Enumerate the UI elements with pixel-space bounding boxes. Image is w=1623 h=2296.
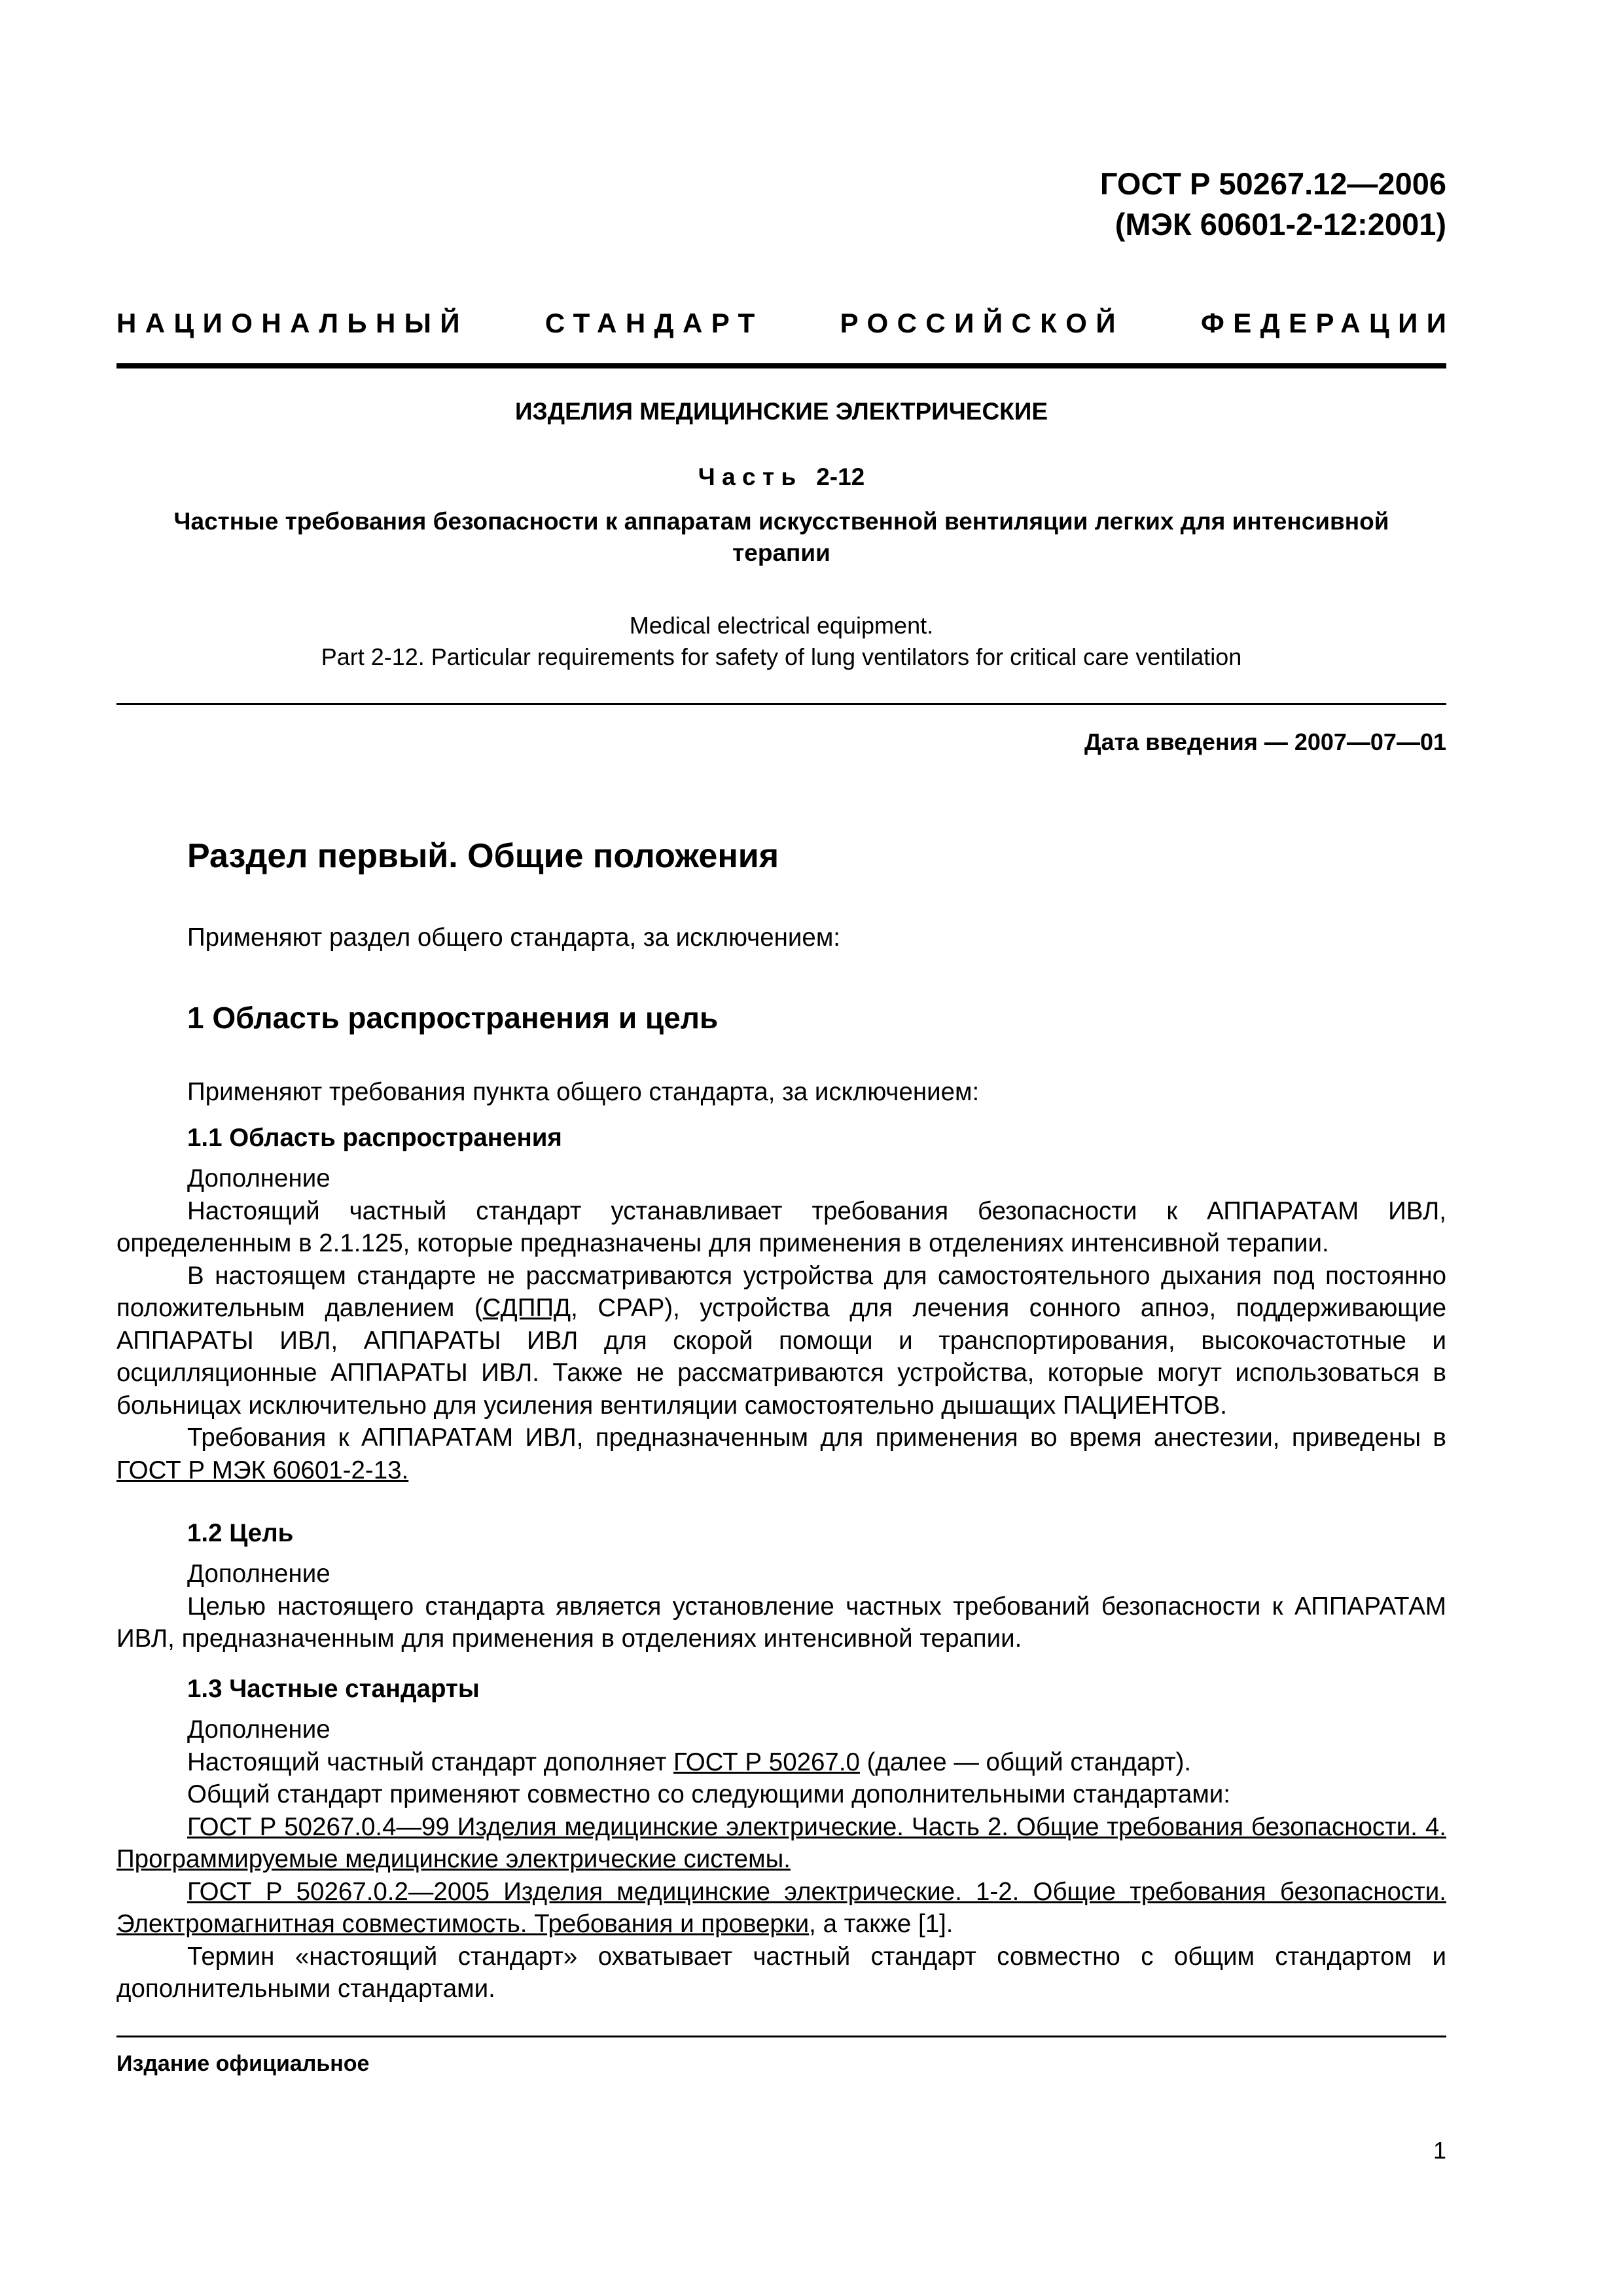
document-subtitle: Частные требования безопасности к аппаратам искусственной вентиляции легких для интенсивной терапии <box>173 508 1389 566</box>
text-span: , CPAP), устройства для лечения сонного апноэ, поддерживающие АППАРАТЫ ИВЛ, АППАРАТЫ ИВЛ для скорой помощи и транспортирования, высокочастотные и осцилляционные АППАРАТЫ ИВЛ. Также не рассматриваются устройства, которые могут использоваться в больницах исключительно для усиления вентиляции самостоятельно дышащих ПАЦИЕНТОВ. <box>116 1294 1447 1420</box>
cdppd-link[interactable]: СДППД <box>482 1294 571 1322</box>
clause-1-3-paragraph: Общий стандарт применяют совместно со следующими дополнительными стандартами: <box>187 1780 1230 1808</box>
gost-50267-0-4-link[interactable]: ГОСТ Р 50267.0.4—99 Изделия медицинские электрические. Часть 2. Общие требования безопасности. 4. Программируемые медицинские электрические системы. <box>116 1812 1446 1873</box>
text-span: Настоящий частный стандарт дополняет <box>187 1748 674 1776</box>
gost-iec-60601-2-13-link[interactable]: ГОСТ Р МЭК 60601-2-13. <box>116 1456 409 1484</box>
english-title <box>116 610 1446 673</box>
clause-1-2-paragraph: Целью настоящего стандарта является установление частных требований безопасности к АППАРАТАМ ИВЛ, предназначенным для применения в отделениях интенсивной терапии. <box>116 1592 1446 1653</box>
title-rule <box>116 703 1446 705</box>
banner-word: НАЦИОНАЛЬНЫЙ <box>116 308 469 338</box>
addition-label: Дополнение <box>187 1560 330 1588</box>
section-heading: Раздел первый. Общие положения <box>187 837 779 875</box>
clause-1-2-body <box>116 1558 1446 1655</box>
part-number: 2-12 <box>816 463 865 490</box>
edition-label: Издание официальное <box>116 2051 370 2076</box>
footer-rule <box>116 2036 1446 2037</box>
clause-1-3-paragraph <box>116 1746 1446 1779</box>
clause-1-1-heading: 1.1 Область распространения <box>187 1124 562 1152</box>
text-span: Требования к АППАРАТАМ ИВЛ, предназначенным для применения во время анестезии, приведены в <box>187 1424 1446 1452</box>
clause-1-heading: 1 Область распространения и цель <box>187 1001 719 1035</box>
clause-1-3-body <box>116 1713 1446 2005</box>
clause-1-3-heading: 1.3 Частные стандарты <box>187 1675 480 1703</box>
english-title-line1: Medical electrical equipment. <box>629 612 934 639</box>
clause-1-3-reference <box>116 1876 1446 1941</box>
banner-word: ФЕДЕРАЦИИ <box>1200 308 1455 338</box>
text-span: , а также [1]. <box>809 1910 954 1938</box>
clause-1-1-paragraph <box>116 1422 1446 1486</box>
standard-code-line2: (МЭК 60601-2-12:2001) <box>1115 207 1446 242</box>
standard-code-line1: ГОСТ Р 50267.12—2006 <box>1099 166 1446 201</box>
addition-label: Дополнение <box>187 1715 330 1744</box>
page-number: 1 <box>1433 2137 1446 2164</box>
clause-1-1-paragraph: Настоящий частный стандарт устанавливает требования безопасности к АППАРАТАМ ИВЛ, определенным в 2.1.125, которые предназначены для применения в отделениях интенсивной терапии. <box>116 1196 1446 1257</box>
part-label <box>116 461 1446 493</box>
banner-rule <box>116 363 1446 368</box>
english-title-line2: Part 2-12. Particular requirements for safety of lung ventilators for critical care ventilation <box>321 643 1242 670</box>
document-page <box>116 0 1455 2296</box>
introduction-date: Дата введения — 2007—07—01 <box>1084 728 1446 755</box>
clause-1-3-paragraph: Термин «настоящий стандарт» охватывает частный стандарт совместно с общим стандартом и дополнительными стандартами. <box>116 1942 1446 2003</box>
clause-1-3-reference <box>116 1811 1446 1876</box>
part-word: Часть <box>698 463 803 490</box>
gost-50267-0-2-link[interactable]: ГОСТ Р 50267.0.2—2005 Изделия медицинские электрические. 1-2. Общие требования безопасности. Электромагнитная совместимость. Требования и проверки <box>116 1877 1446 1938</box>
clause-1-1-paragraph <box>116 1260 1446 1422</box>
text-span: В настоящем стандарте не рассматриваются устройства для самостоятельного дыхания под постоянно положительным давлением ( <box>116 1261 1446 1322</box>
gost-50267-0-link[interactable]: ГОСТ Р 50267.0 <box>673 1748 860 1776</box>
addition-label: Дополнение <box>187 1164 330 1193</box>
clause-1-2-heading: 1.2 Цель <box>187 1519 294 1547</box>
banner-word: СТАНДАРТ <box>544 308 764 338</box>
standard-code <box>1100 164 1446 245</box>
banner-word: РОССИЙСКОЙ <box>840 308 1125 338</box>
document-title: ИЗДЕЛИЯ МЕДИЦИНСКИЕ ЭЛЕКТРИЧЕСКИЕ <box>514 398 1048 425</box>
clause-1-1-body <box>116 1162 1446 1486</box>
section-intro: Применяют раздел общего стандарта, за исключением: <box>187 924 840 952</box>
national-standard-banner <box>116 305 1455 342</box>
clause-1-intro: Применяют требования пункта общего стандарта, за исключением: <box>187 1078 980 1106</box>
text-span: (далее — общий стандарт). <box>859 1748 1192 1776</box>
